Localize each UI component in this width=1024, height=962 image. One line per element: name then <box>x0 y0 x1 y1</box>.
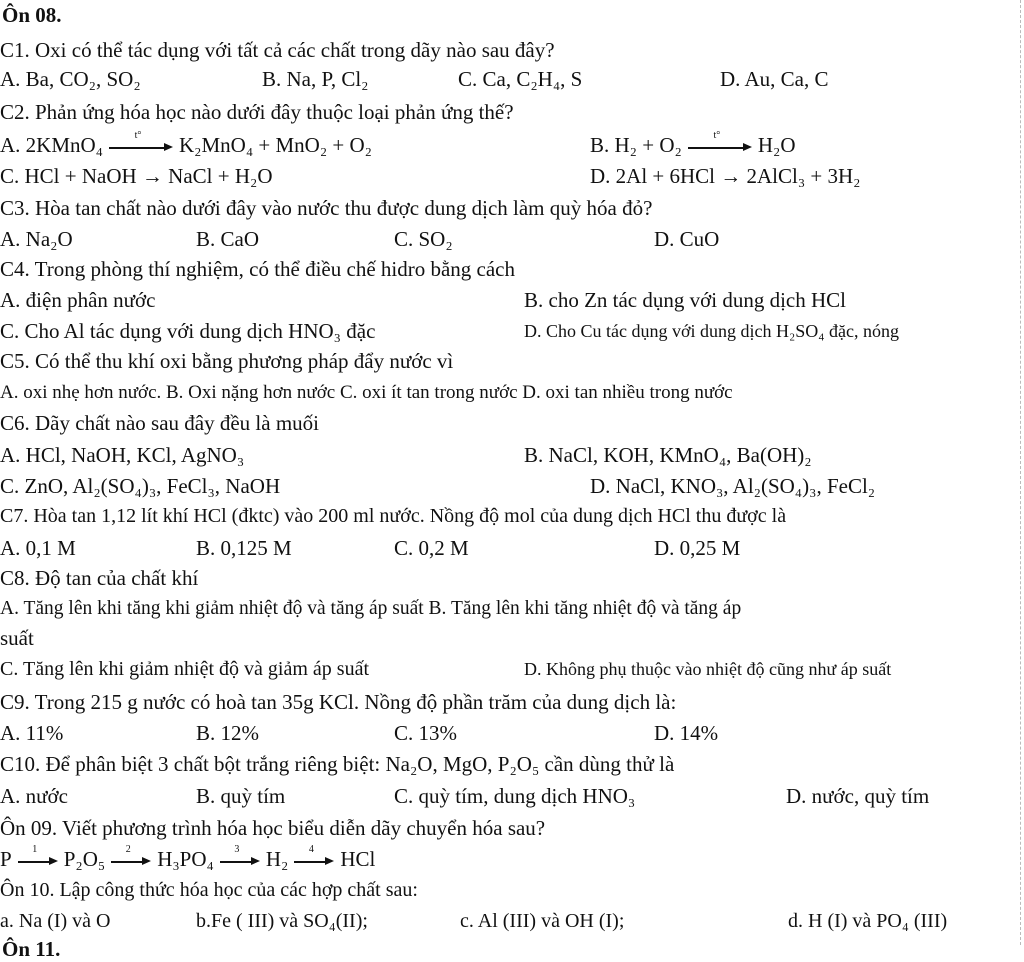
c8-options-ab: A. Tăng lên khi tăng khi giảm nhiệt độ và tăng áp suất B. Tăng lên khi tăng nhiệt độ và tăng áp <box>0 598 742 619</box>
c1-option-d: D. Au, Ca, C <box>720 67 829 91</box>
c2-option-a <box>0 132 372 158</box>
c6-option-d: D. NaCl, KNO₃, Al₂(SO₄)₃, FeCl₂ <box>590 474 876 498</box>
c9-option-a: A. 11% <box>0 721 64 745</box>
question-c4: C4. Trong phòng thí nghiệm, có thể điều chế hidro bằng cách <box>0 257 516 281</box>
c4-option-d: D. Cho Cu tác dụng với dung dịch H₂SO₄ đặc, nóng <box>524 321 900 341</box>
c1-option-c: C. Ca, C₂H₄, S <box>458 67 583 91</box>
c1-option-b: B. Na, P, Cl₂ <box>262 67 369 91</box>
c3-option-c: C. SO₂ <box>394 227 453 251</box>
question-c2: C2. Phản ứng hóa học nào dưới đây thuộc loại phản ứng thế? <box>0 100 514 124</box>
c8-option-c: C. Tăng lên khi giảm nhiệt độ và giảm áp suất <box>0 658 370 680</box>
question-c6: C6. Dãy chất nào sau đây đều là muối <box>0 411 319 435</box>
page-border <box>1020 0 1021 945</box>
question-c3: C3. Hòa tan chất nào dưới đây vào nước thu được dung dịch làm quỳ hóa đỏ? <box>0 196 653 220</box>
item-b: b.Fe ( III) và SO₄(II); <box>196 910 368 932</box>
c2-a-product: K₂MnO₄ + MnO₂ + O₂ <box>179 133 372 157</box>
c4-option-b: B. cho Zn tác dụng với dung dịch HCl <box>524 288 846 312</box>
question-c5: C5. Có thể thu khí oxi bằng phương pháp đẩy nước vì <box>0 349 454 373</box>
chain-p2o5: P₂O₅ <box>63 847 106 871</box>
arrow-label: 2 <box>125 844 131 856</box>
c6-option-b: B. NaCl, KOH, KMnO₄, Ba(OH)₂ <box>524 443 812 467</box>
c7-option-a: A. 0,1 M <box>0 536 76 560</box>
c4-option-c: C. Cho Al tác dụng với dung dịch HNO₃ đặc <box>0 319 376 343</box>
c2-option-d: D. 2Al + 6HCl → 2AlCl₃ + 3H₂ <box>590 164 861 188</box>
c9-option-c: C. 13% <box>394 721 457 745</box>
c9-option-d: D. 14% <box>654 721 719 745</box>
chain-hcl: HCl <box>340 847 376 871</box>
arrow-label: 1 <box>32 844 38 856</box>
c1-option-a: A. Ba, CO₂, SO₂ <box>0 67 141 91</box>
question-c8: C8. Độ tan của chất khí <box>0 566 199 590</box>
chain-h3po4: H₃PO₄ <box>157 847 214 871</box>
c3-option-b: B. CaO <box>196 227 259 251</box>
reaction-arrow-icon <box>109 130 173 154</box>
c8-options-ab-cont: suất <box>0 626 34 650</box>
c6-option-c: C. ZnO, Al₂(SO₄)₃, FeCl₃, NaOH <box>0 474 281 498</box>
question-c1: C1. Oxi có thể tác dụng với tất cả các chất trong dãy nào sau đây? <box>0 38 555 62</box>
c7-option-b: B. 0,125 M <box>196 536 292 560</box>
item-d: d. H (I) và PO₄ (III) <box>788 910 948 932</box>
section-title-08: Ôn 08. <box>2 3 62 27</box>
section-title-11: Ôn 11. <box>2 937 61 961</box>
c10-option-c: C. quỳ tím, dung dịch HNO₃ <box>394 784 636 808</box>
question-c9: C9. Trong 215 g nước có hoà tan 35g KCl. Nồng độ phần trăm của dung dịch là: <box>0 690 677 714</box>
chain-p: P <box>0 847 12 871</box>
arrow-label: t° <box>713 130 721 142</box>
c3-option-d: D. CuO <box>654 227 720 251</box>
conversion-chain <box>0 846 375 872</box>
reaction-arrow-icon <box>220 844 260 868</box>
c8-option-d: D. Không phụ thuộc vào nhiệt độ cũng như áp suất <box>524 659 892 679</box>
question-c7: C7. Hòa tan 1,12 lít khí HCl (đktc) vào 200 ml nước. Nồng độ mol của dung dịch HCl thu được là <box>0 505 787 527</box>
c3-option-a: A. Na₂O <box>0 227 73 251</box>
c7-option-d: D. 0,25 M <box>654 536 741 560</box>
c2-b-product: H₂O <box>757 133 796 157</box>
arrow-label: t° <box>134 130 142 142</box>
item-a: a. Na (I) và O <box>0 910 111 932</box>
arrow-label: 4 <box>308 844 314 856</box>
c10-option-b: B. quỳ tím <box>196 784 286 808</box>
c9-option-b: B. 12% <box>196 721 259 745</box>
c2-a-reactant: A. 2KMnO₄ <box>0 133 103 157</box>
c2-b-reactant: B. H₂ + O₂ <box>590 133 682 157</box>
c6-option-a: A. HCl, NaOH, KCl, AgNO₃ <box>0 443 245 467</box>
reaction-arrow-icon <box>294 844 334 868</box>
c7-option-c: C. 0,2 M <box>394 536 469 560</box>
reaction-arrow-icon <box>688 130 752 154</box>
arrow-label: 3 <box>234 844 240 856</box>
question-c10: C10. Để phân biệt 3 chất bột trắng riêng biệt: Na₂O, MgO, P₂O₅ cần dùng thử là <box>0 752 675 776</box>
reaction-arrow-icon <box>111 844 151 868</box>
c2-option-b <box>590 132 795 158</box>
c4-option-a: A. điện phân nước <box>0 288 156 312</box>
section-title-10: Ôn 10. Lập công thức hóa học của các hợp chất sau: <box>0 879 418 901</box>
chain-h2: H₂ <box>265 847 289 871</box>
reaction-arrow-icon <box>18 844 58 868</box>
item-c: c. Al (III) và OH (I); <box>460 910 625 932</box>
c2-option-c: C. HCl + NaOH → NaCl + H₂O <box>0 164 273 188</box>
c10-option-d: D. nước, quỳ tím <box>786 784 930 808</box>
c10-option-a: A. nước <box>0 784 68 808</box>
c5-options: A. oxi nhẹ hơn nước. B. Oxi nặng hơn nước C. oxi ít tan trong nước D. oxi tan nhiều trong nước <box>0 382 733 403</box>
section-title-09: Ôn 09. Viết phương trình hóa học biểu diễn dãy chuyển hóa sau? <box>0 816 546 840</box>
